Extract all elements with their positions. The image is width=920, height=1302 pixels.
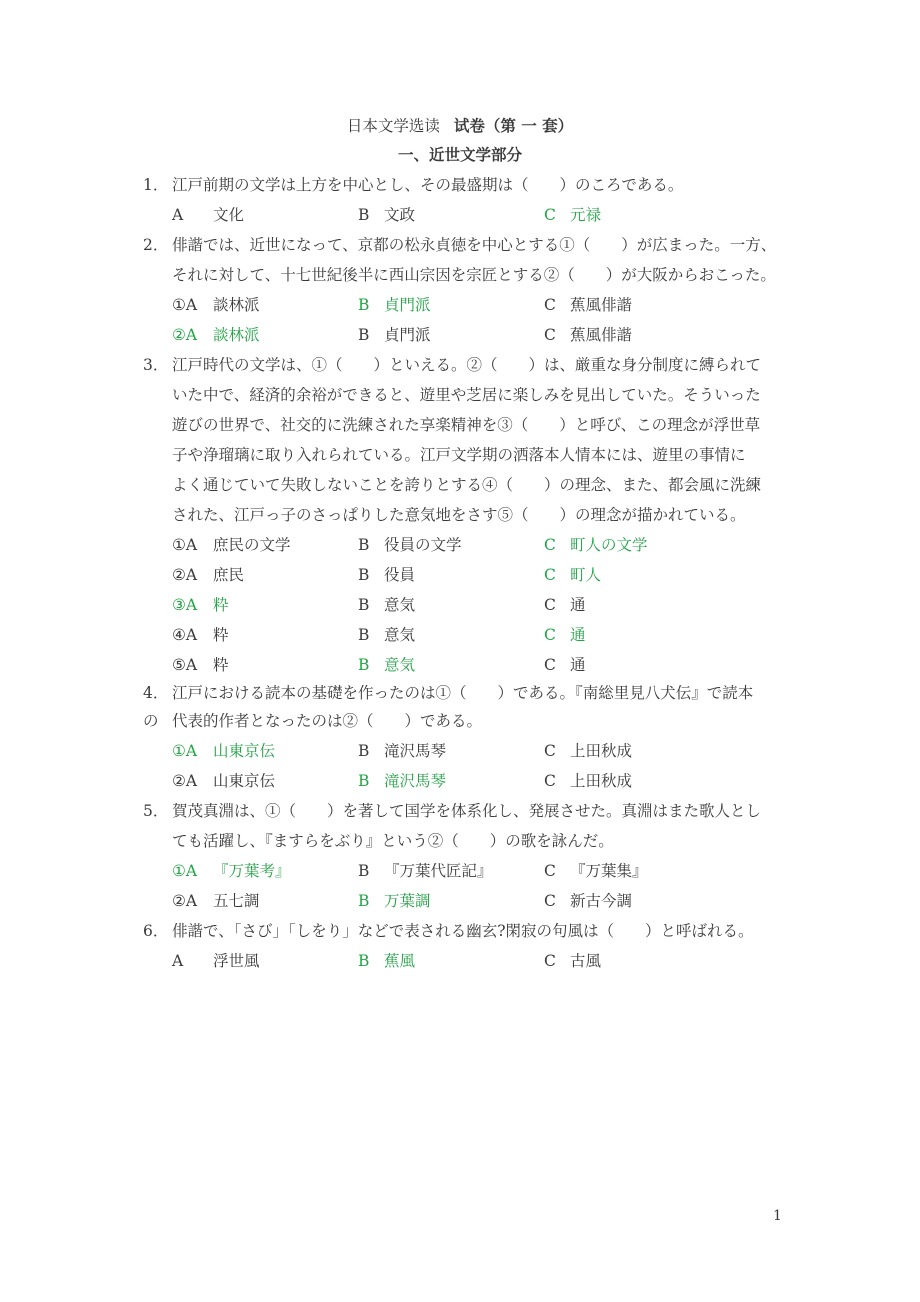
option-b <box>358 530 462 560</box>
option-label <box>172 650 197 680</box>
option-row <box>143 886 793 916</box>
option-label <box>172 200 183 230</box>
option-c <box>544 290 633 320</box>
option-row <box>143 766 793 796</box>
option-text: 蕉風俳諧 <box>570 296 633 314</box>
option-text: 貞門派 <box>384 296 431 314</box>
option-label <box>544 886 556 916</box>
option-letter: C <box>544 566 556 584</box>
option-text: 元禄 <box>570 206 602 224</box>
option-text: 貞門派 <box>384 326 431 344</box>
option-letter: B <box>358 566 370 584</box>
option-row <box>143 530 793 560</box>
page-number: 1 <box>773 1208 782 1224</box>
option-letter: B <box>358 536 370 554</box>
option-a <box>172 590 229 620</box>
option-letter: B <box>358 742 370 760</box>
question-number: 4． <box>143 684 169 702</box>
option-letter: C <box>544 296 556 314</box>
option-text: 意気 <box>384 656 416 674</box>
option-letter: B <box>358 296 370 314</box>
option-text: 役員 <box>384 566 416 584</box>
option-letter: B <box>358 656 370 674</box>
question-line <box>143 410 793 440</box>
question-text: 俳諧では、近世になって、京都の松永貞徳を中心とする①（ ）が広まった。一方、 <box>172 236 777 254</box>
option-c <box>544 856 648 886</box>
option-label <box>358 766 369 796</box>
option-letter: B <box>358 596 370 614</box>
option-c <box>544 530 648 560</box>
option-prefix: ① <box>172 536 186 554</box>
option-text: 万葉調 <box>384 892 431 910</box>
option-letter: C <box>544 862 556 880</box>
option-label <box>544 650 556 680</box>
option-text: 粋 <box>213 596 229 614</box>
question-line <box>143 706 793 736</box>
option-label <box>358 560 369 590</box>
option-letter: C <box>544 656 556 674</box>
option-label <box>544 620 556 650</box>
option-label <box>544 560 556 590</box>
question-line <box>143 826 793 856</box>
option-letter: A <box>185 536 198 554</box>
option-label <box>544 590 556 620</box>
option-label <box>544 736 556 766</box>
option-label <box>172 946 183 976</box>
option-label <box>358 856 369 886</box>
question-text: された、江戸っ子のさっぱりした意気地をさす⑤（ ）の理念が描かれている。 <box>172 506 746 524</box>
option-prefix: ① <box>172 862 186 880</box>
option-letter: C <box>544 772 556 790</box>
question-line <box>143 500 793 530</box>
option-text: 談林派 <box>213 296 260 314</box>
option-label <box>358 620 369 650</box>
question-line <box>143 170 793 200</box>
option-label <box>544 290 556 320</box>
question-text: いた中で、経済的余裕ができると、遊里や芝居に楽しみを見出していた。そういった <box>172 386 761 404</box>
document-title <box>0 114 920 136</box>
option-row <box>143 590 793 620</box>
option-label <box>358 886 369 916</box>
option-text: 滝沢馬琴 <box>384 742 447 760</box>
option-c <box>544 736 633 766</box>
option-prefix: ① <box>172 296 186 314</box>
option-letter: B <box>358 206 370 224</box>
question-number: 6． <box>143 922 169 940</box>
option-letter: A <box>185 566 198 584</box>
option-text: 粋 <box>213 626 229 644</box>
option-text: 通 <box>570 626 586 644</box>
option-text: 町人の文学 <box>570 536 648 554</box>
option-text: 粋 <box>213 656 229 674</box>
option-label <box>172 620 197 650</box>
option-b <box>358 200 416 230</box>
option-row <box>143 856 793 886</box>
option-b <box>358 856 493 886</box>
question-text: 遊びの世界で、社交的に洗練された享楽精神を③（ ）と呼び、この理念が浮世草 <box>172 416 761 434</box>
question-line <box>143 260 793 290</box>
question-text: 江戸時代の文学は、①（ ）といえる。②（ ）は、厳重な身分制度に縛られて <box>172 356 762 374</box>
question-line <box>143 350 793 380</box>
option-label <box>172 766 197 796</box>
option-a <box>172 856 291 886</box>
question-number: 1． <box>143 176 169 194</box>
option-label <box>172 560 197 590</box>
option-label <box>172 856 197 886</box>
option-label <box>358 320 369 350</box>
question-text: ても活躍し、『ますらをぶり』という②（ ）の歌を詠んだ。 <box>172 832 614 850</box>
option-letter: B <box>358 952 370 970</box>
option-prefix: ② <box>172 892 186 910</box>
option-text: 通 <box>570 596 586 614</box>
option-b <box>358 290 431 320</box>
option-a <box>172 886 260 916</box>
option-text: 滝沢馬琴 <box>384 772 447 790</box>
paper-name: 试卷（第 一 套） <box>453 116 574 135</box>
question-text: 江戸における読本の基礎を作ったのは①（ ）である。『南総里見八犬伝』で読本 <box>172 684 754 702</box>
option-text: 庶民の文学 <box>213 536 291 554</box>
option-label <box>544 856 556 886</box>
option-letter: A <box>185 656 198 674</box>
option-label <box>358 650 369 680</box>
option-prefix: ② <box>172 326 186 344</box>
option-label <box>358 200 369 230</box>
question-2 <box>143 230 793 350</box>
option-b <box>358 736 447 766</box>
option-a <box>172 530 291 560</box>
question-line <box>143 680 793 706</box>
option-b <box>358 650 416 680</box>
option-b <box>358 320 431 350</box>
option-b <box>358 590 416 620</box>
option-text: 蕉風 <box>384 952 416 970</box>
option-label <box>172 530 197 560</box>
option-letter: C <box>544 326 556 344</box>
option-letter: B <box>358 626 370 644</box>
option-text: 山東京伝 <box>213 772 276 790</box>
option-text: 文化 <box>213 206 245 224</box>
option-c <box>544 200 602 230</box>
option-label <box>172 590 197 620</box>
option-letter: C <box>544 626 556 644</box>
question-1 <box>143 170 793 230</box>
option-letter: C <box>544 892 556 910</box>
option-letter: A <box>185 862 198 880</box>
question-number: 3． <box>143 356 169 374</box>
option-a <box>172 560 245 590</box>
question-5 <box>143 796 793 916</box>
option-label <box>358 290 369 320</box>
option-letter: C <box>544 596 556 614</box>
option-row <box>143 736 793 766</box>
question-text: よく通じていて失敗しないことを誇りとする④（ ）の理念、また、都会風に洗練 <box>172 476 762 494</box>
option-label <box>358 946 369 976</box>
option-c <box>544 650 586 680</box>
option-letter: A <box>185 596 198 614</box>
option-letter: B <box>358 892 370 910</box>
option-text: 新古今調 <box>570 892 633 910</box>
option-c <box>544 560 602 590</box>
option-letter: C <box>544 536 556 554</box>
question-text: 賀茂真淵は、①（ ）を著して国学を体系化し、発展させた。真淵はまた歌人とし <box>172 802 762 820</box>
option-a <box>172 620 229 650</box>
option-letter: A <box>185 742 198 760</box>
option-label <box>544 946 556 976</box>
question-line <box>143 796 793 826</box>
option-a <box>172 290 260 320</box>
option-letter: A <box>185 626 198 644</box>
option-text: 山東京伝 <box>213 742 276 760</box>
option-text: 役員の文学 <box>384 536 462 554</box>
option-text: 庶民 <box>213 566 245 584</box>
option-letter: A <box>172 952 184 970</box>
option-b <box>358 946 416 976</box>
option-text: 文政 <box>384 206 416 224</box>
section-heading: 一、近世文学部分 <box>397 145 522 164</box>
question-6 <box>143 916 793 976</box>
option-label <box>544 200 556 230</box>
option-b <box>358 560 416 590</box>
option-text: 意気 <box>384 596 416 614</box>
option-b <box>358 886 431 916</box>
option-letter: C <box>544 742 556 760</box>
question-line <box>143 230 793 260</box>
option-letter: A <box>185 892 198 910</box>
option-row <box>143 650 793 680</box>
question-line <box>143 380 793 410</box>
question-line <box>143 470 793 500</box>
option-text: 浮世風 <box>213 952 260 970</box>
option-text: 五七調 <box>213 892 260 910</box>
option-row <box>143 200 793 230</box>
option-a <box>172 946 260 976</box>
option-c <box>544 620 586 650</box>
option-text: 蕉風俳諧 <box>570 326 633 344</box>
option-row <box>143 620 793 650</box>
option-text: 『万葉代匠記』 <box>384 862 493 880</box>
option-a <box>172 200 245 230</box>
option-a <box>172 320 260 350</box>
option-letter: A <box>185 296 198 314</box>
question-line <box>143 916 793 946</box>
option-row <box>143 290 793 320</box>
option-b <box>358 766 447 796</box>
option-label <box>358 530 369 560</box>
question-number: 5． <box>143 802 169 820</box>
option-text: 町人 <box>570 566 602 584</box>
option-c <box>544 320 633 350</box>
option-letter: C <box>544 952 556 970</box>
option-label <box>172 886 197 916</box>
option-a <box>172 736 276 766</box>
option-label <box>358 590 369 620</box>
option-letter: C <box>544 206 556 224</box>
option-text: 上田秋成 <box>570 772 633 790</box>
option-text: 古風 <box>570 952 602 970</box>
option-text: 『万葉集』 <box>570 862 648 880</box>
option-letter: B <box>358 326 370 344</box>
option-prefix: ③ <box>172 596 186 614</box>
option-row <box>143 946 793 976</box>
option-label <box>544 320 556 350</box>
course-name: 日本文学选读 <box>346 117 440 135</box>
questions-container <box>143 170 793 976</box>
option-b <box>358 620 416 650</box>
option-letter: A <box>185 326 198 344</box>
option-letter: A <box>185 772 198 790</box>
question-4 <box>143 680 793 796</box>
option-a <box>172 766 276 796</box>
option-label <box>172 736 197 766</box>
question-text: 代表的作者となったのは②（ ）である。 <box>172 712 483 730</box>
option-text: 通 <box>570 656 586 674</box>
option-letter: A <box>172 206 184 224</box>
option-c <box>544 766 633 796</box>
option-a <box>172 650 229 680</box>
option-text: 談林派 <box>213 326 260 344</box>
question-text: 江戸前期の文学は上方を中心とし、その最盛期は（ ）のころである。 <box>172 176 684 194</box>
option-prefix: ④ <box>172 626 186 644</box>
option-text: 上田秋成 <box>570 742 633 760</box>
question-number: の <box>143 712 159 730</box>
option-c <box>544 946 602 976</box>
question-text: 俳諧で、「さび」「しをり」などで表される幽玄?閑寂の句風は（ ）と呼ばれる。 <box>172 922 754 940</box>
option-prefix: ① <box>172 742 186 760</box>
option-label <box>358 736 369 766</box>
question-line <box>143 440 793 470</box>
option-label <box>544 530 556 560</box>
option-prefix: ② <box>172 566 186 584</box>
option-label <box>544 766 556 796</box>
option-row <box>143 320 793 350</box>
option-prefix: ② <box>172 772 186 790</box>
question-text: 子や浄瑠璃に取り入れられている。江戸文学期の洒落本人情本には、遊里の事情に <box>172 446 746 464</box>
option-label <box>172 290 197 320</box>
question-text: それに対して、十七世紀後半に西山宗因を宗匠とする②（ ）が大阪からおこった。 <box>172 266 776 284</box>
option-letter: B <box>358 772 370 790</box>
option-c <box>544 590 586 620</box>
option-prefix: ⑤ <box>172 656 186 674</box>
option-text: 意気 <box>384 626 416 644</box>
option-label <box>172 320 197 350</box>
question-3 <box>143 350 793 680</box>
option-letter: B <box>358 862 370 880</box>
option-row <box>143 560 793 590</box>
option-c <box>544 886 633 916</box>
question-number: 2． <box>143 236 169 254</box>
option-text: 『万葉考』 <box>213 862 291 880</box>
